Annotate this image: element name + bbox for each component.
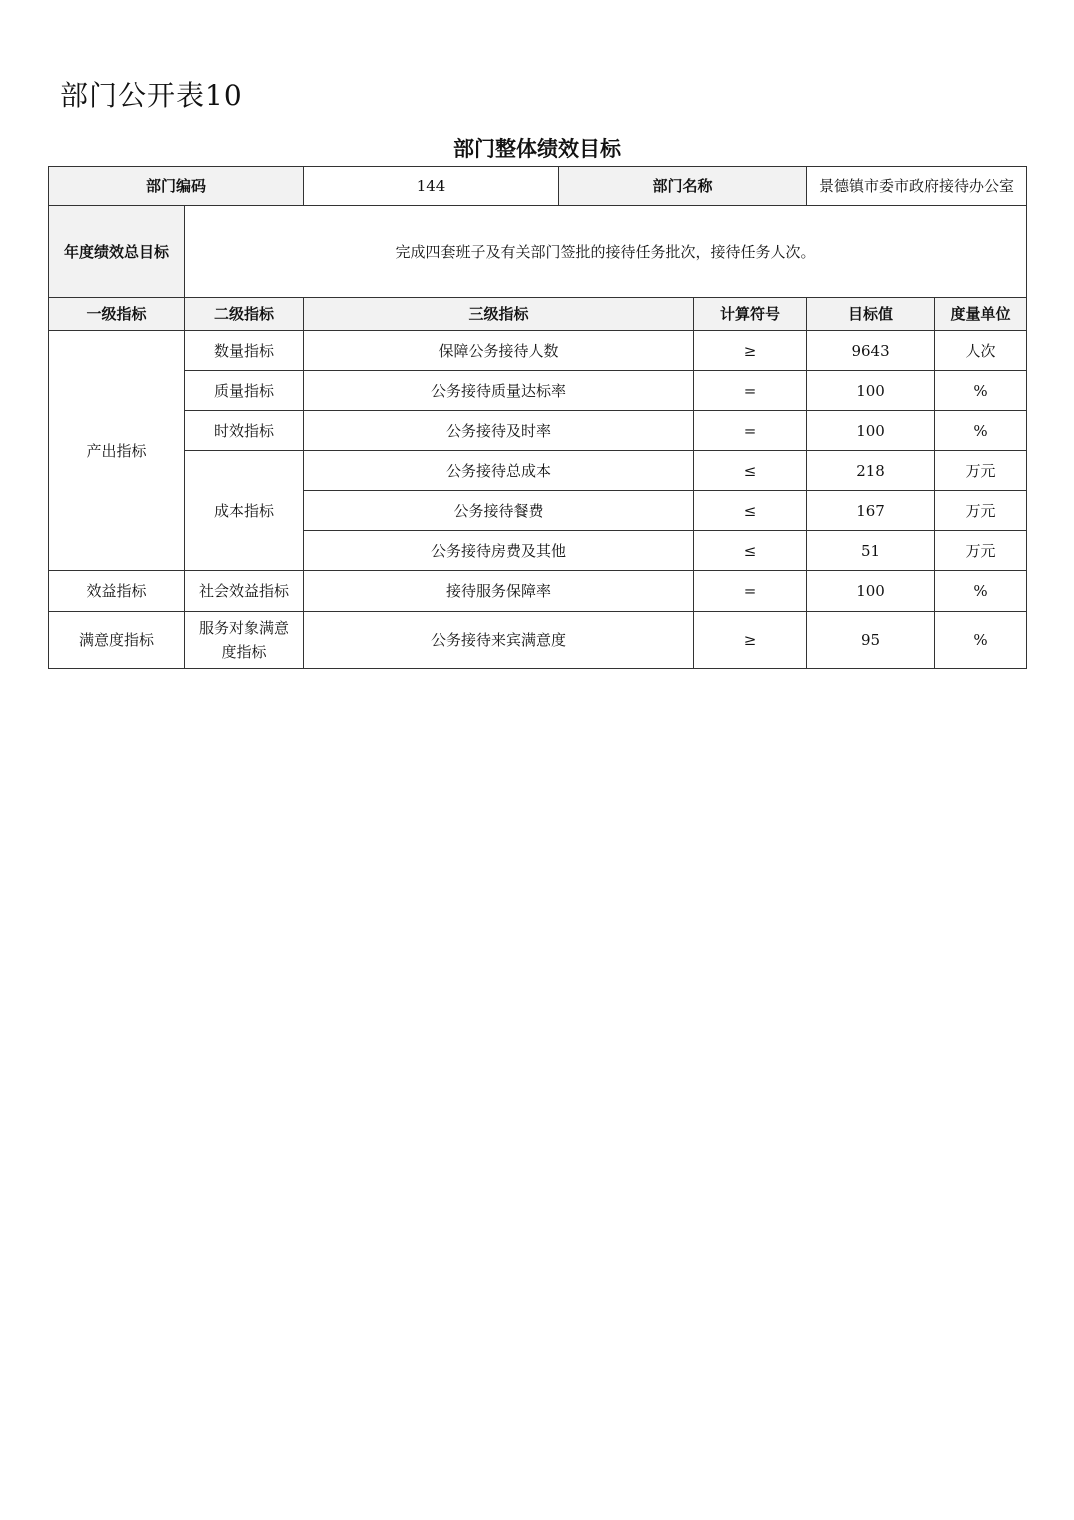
group-output: 产出指标	[49, 331, 185, 571]
table-row	[49, 571, 1027, 612]
unit-cell: 万元	[935, 491, 1027, 531]
target-value-cell: 100	[807, 371, 935, 411]
header-level3: 三级指标	[304, 298, 694, 331]
header-operator: 计算符号	[694, 298, 807, 331]
group-service-satisfaction: 服务对象满意度指标	[185, 612, 304, 669]
header-row	[49, 298, 1027, 331]
indicator-cell: 公务接待来宾满意度	[304, 612, 694, 669]
unit-cell: %	[935, 371, 1027, 411]
target-value-cell: 167	[807, 491, 935, 531]
group-benefit: 效益指标	[49, 571, 185, 612]
operator-cell: =	[694, 571, 807, 612]
unit-cell: 万元	[935, 451, 1027, 491]
target-value-cell: 218	[807, 451, 935, 491]
unit-cell: %	[935, 571, 1027, 612]
indicator-cell: 接待服务保障率	[304, 571, 694, 612]
target-value-cell: 95	[807, 612, 935, 669]
unit-cell: %	[935, 411, 1027, 451]
indicator-cell: 公务接待总成本	[304, 451, 694, 491]
operator-cell: =	[694, 411, 807, 451]
operator-cell: ≤	[694, 531, 807, 571]
dept-code-label: 部门编码	[49, 167, 304, 206]
operator-cell: ≤	[694, 451, 807, 491]
operator-cell: ≥	[694, 331, 807, 371]
table-row	[49, 612, 1027, 669]
unit-cell: %	[935, 612, 1027, 669]
annual-goal-label: 年度绩效总目标	[49, 206, 185, 298]
group-social-benefit: 社会效益指标	[185, 571, 304, 612]
annual-goal-value: 完成四套班子及有关部门签批的接待任务批次，接待任务人次。	[185, 206, 1027, 298]
table-row	[49, 371, 1027, 411]
dept-code-value: 144	[304, 167, 559, 206]
operator-cell: =	[694, 371, 807, 411]
target-value-cell: 51	[807, 531, 935, 571]
dept-info-row	[49, 167, 1027, 206]
unit-cell: 万元	[935, 531, 1027, 571]
group-quantity: 数量指标	[185, 331, 304, 371]
group-quality: 质量指标	[185, 371, 304, 411]
group-timeliness: 时效指标	[185, 411, 304, 451]
table-row	[49, 331, 1027, 371]
group-cost: 成本指标	[185, 451, 304, 571]
performance-target-table	[48, 166, 1027, 669]
group-satisfaction: 满意度指标	[49, 612, 185, 669]
operator-cell: ≥	[694, 612, 807, 669]
indicator-cell: 公务接待及时率	[304, 411, 694, 451]
target-value-cell: 100	[807, 411, 935, 451]
page-title: 部门整体绩效目标	[453, 137, 621, 161]
document-label: 部门公开表10	[60, 79, 243, 112]
dept-name-label: 部门名称	[559, 167, 807, 206]
header-unit: 度量单位	[935, 298, 1027, 331]
annual-goal-row	[49, 206, 1027, 298]
dept-name-value: 景德镇市委市政府接待办公室	[807, 167, 1027, 206]
table-row	[49, 411, 1027, 451]
indicator-cell: 公务接待餐费	[304, 491, 694, 531]
unit-cell: 人次	[935, 331, 1027, 371]
table-row	[49, 451, 1027, 491]
header-level2: 二级指标	[185, 298, 304, 331]
target-value-cell: 100	[807, 571, 935, 612]
indicator-cell: 保障公务接待人数	[304, 331, 694, 371]
indicator-cell: 公务接待房费及其他	[304, 531, 694, 571]
header-target: 目标值	[807, 298, 935, 331]
indicator-cell: 公务接待质量达标率	[304, 371, 694, 411]
header-level1: 一级指标	[49, 298, 185, 331]
target-value-cell: 9643	[807, 331, 935, 371]
operator-cell: ≤	[694, 491, 807, 531]
